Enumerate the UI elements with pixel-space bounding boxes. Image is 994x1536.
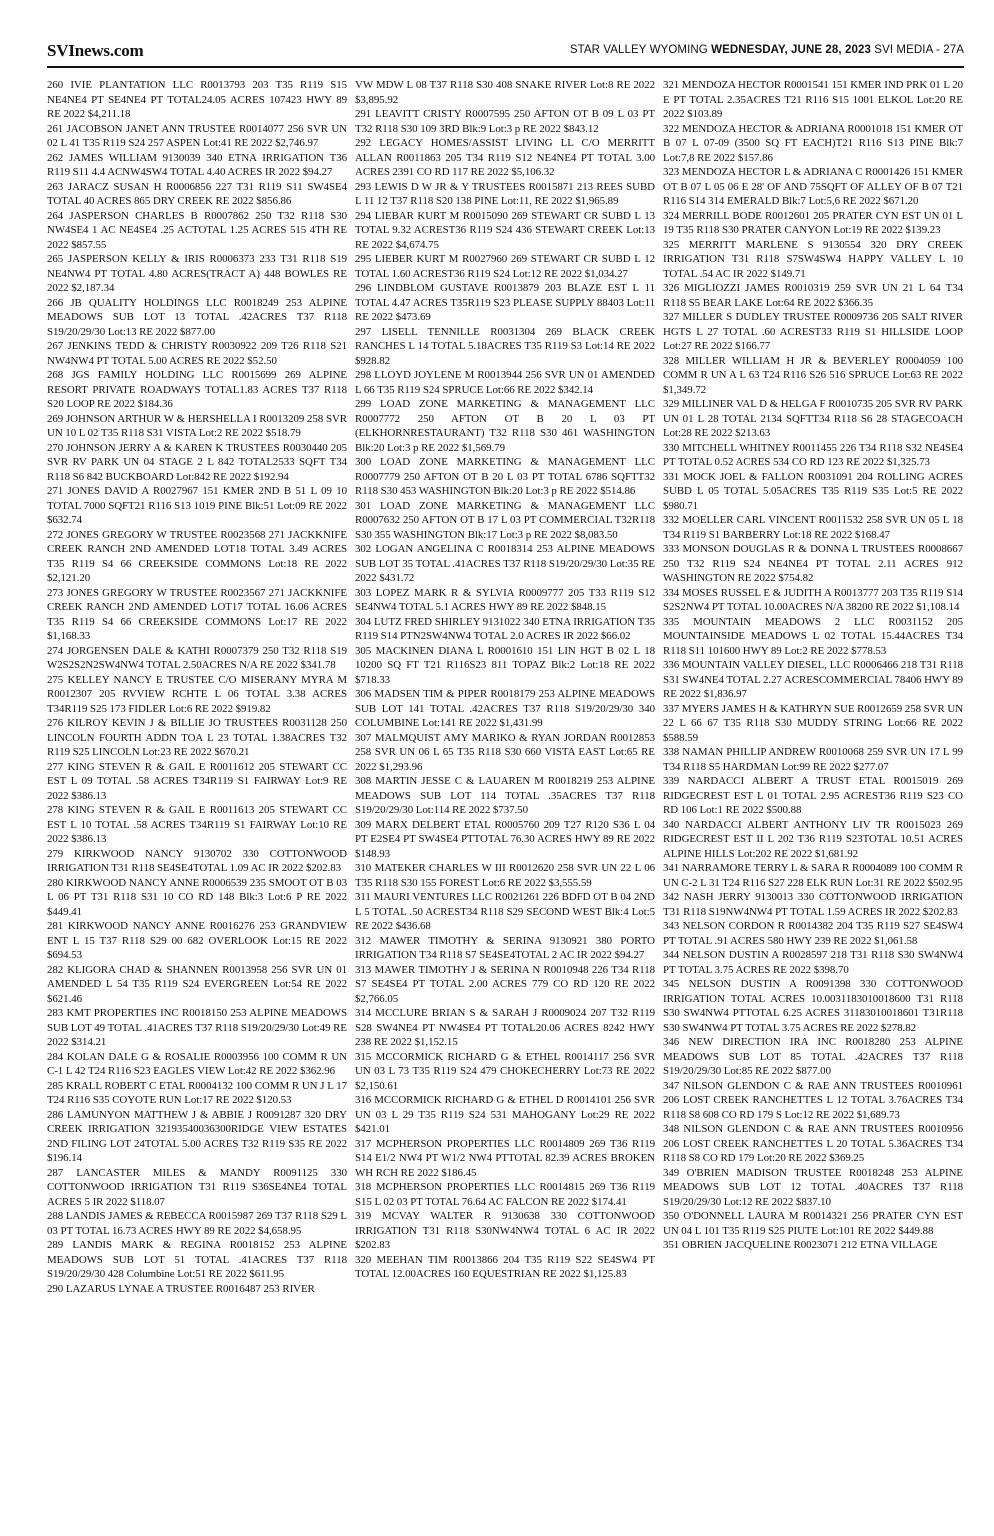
tax-entry: 287 LANCASTER MILES & MANDY R0091125 330 COTTONWOOD IRRIGATION T31 R119 S36SE4NE4 TOTAL ACRES 5 IR 2022 $118.07 (47, 1166, 347, 1208)
tax-entry: 286 LAMUNYON MATTHEW J & ABBIE J R0091287 320 DRY CREEK IRRIGATION 32193540036300RIDGE VIEW ESTATES 2ND FILING LOT 24TOTAL 5.00 ACRES T32 R119 S35 RE 2022 $196.14 (47, 1108, 347, 1164)
tax-entry: 262 JAMES WILLIAM 9130039 340 ETNA IRRIGATION T36 R119 S11 4.4 ACNW4SW4 TOTAL 4.40 ACRES IR 2022 $94.27 (47, 151, 347, 178)
header-region: STAR VALLEY WYOMING (569, 44, 708, 56)
tax-entry: 309 MARX DELBERT ETAL R0005760 209 T27 R120 S36 L 04 PT E2SE4 PT SW4SE4 PTTOTAL 76.30 ACRES HWY 89 RE 2022 $148.93 (355, 818, 655, 860)
tax-entry: 294 LIEBAR KURT M R0015090 269 STEWART CR SUBD L 13 TOTAL 9.32 ACREST36 R119 S24 436 STEWART CREEK Lot:13 RE 2022 $4,674.75 (355, 209, 655, 251)
tax-entry: 330 MITCHELL WHITNEY R0011455 226 T34 R118 S32 NE4SE4 PT TOTAL 0.52 ACRES 534 CO RD 123 RE 2022 $1,325.73 (663, 441, 963, 468)
tax-entry: 302 LOGAN ANGELINA C R0018314 253 ALPINE MEADOWS SUB LOT 35 TOTAL .41ACRES T37 R118 S19/20/29/30 Lot:35 RE 2022 $431.72 (355, 543, 655, 584)
tax-entry: 318 MCPHERSON PROPERTIES LLC R0014815 269 T36 R119 S15 L 02 03 PT TOTAL 76.64 AC FALCON RE 2022 $174.41 (355, 1181, 655, 1208)
tax-entry: 347 NILSON GLENDON C & RAE ANN TRUSTEES R0010961 206 LOST CREEK RANCHETTES L 12 TOTAL 3.76ACRES T34 R118 S8 608 CO RD 179 S Lot:12 RE 2022 $1,689.73 (663, 1079, 963, 1121)
tax-entry: 310 MATEKER CHARLES W III R0012620 258 SVR UN 22 L 06 T35 R118 S30 155 FOREST Lot:6 RE 2022 $3,555.59 (355, 862, 655, 889)
tax-entry: 322 MENDOZA HECTOR & ADRIANA R0001018 151 KMER OT B 07 L 07-09 (3500 SQ FT EACH)T21 R116 S13 PINE Blk:7 Lot:7,8 RE 2022 $157.86 (663, 122, 963, 164)
tax-entry: 266 JB QUALITY HOLDINGS LLC R0018249 253 ALPINE MEADOWS SUB LOT 13 TOTAL .42ACRES T37 R118 S19/20/29/30 Lot:13 RE 2022 $877.00 (47, 296, 347, 338)
site-name[interactable]: SVInews.com (47, 41, 144, 60)
tax-entry: 350 O'DONNELL LAURA M R0014321 256 PRATER CYN EST UN 04 L 101 T35 R119 S25 PIUTE Lot:101 RE 2022 $449.88 (663, 1210, 963, 1237)
tax-entry: 338 NAMAN PHILLIP ANDREW R0010068 259 SVR UN 17 L 99 T34 R118 S5 HARDMAN Lot:99 RE 2022 $277.07 (663, 746, 963, 773)
tax-entry: 334 MOSES RUSSEL E & JUDITH A R0013777 203 T35 R119 S14 S2S2NW4 PT TOTAL 10.00ACRES N/A 38200 RE 2022 $1,108.14 (663, 586, 963, 613)
tax-entry: 284 KOLAN DALE G & ROSALIE R0003956 100 COMM R UN C-1 L 42 T24 R116 S23 EAGLES VIEW Lot:42 RE 2022 $362.96 (47, 1050, 347, 1077)
header-page: SVI MEDIA - 27A (874, 44, 964, 56)
tax-entry: 339 NARDACCI ALBERT A TRUST ETAL R0015019 269 RIDGECREST EST L 01 TOTAL 2.95 ACREST36 R119 S23 CO RD 106 Lot:1 RE 2022 $500.88 (663, 775, 963, 816)
tax-entry: 303 LOPEZ MARK R & SYLVIA R0009777 205 T33 R119 S12 SE4NW4 TOTAL 5.1 ACRES HWY 89 RE 2022 $848.15 (355, 586, 655, 613)
tax-entry: 331 MOCK JOEL & FALLON R0031091 204 ROLLING ACRES SUBD L 05 TOTAL 5.05ACRES T35 R119 S35 Lot:5 RE 2022 $980.71 (663, 470, 963, 512)
tax-entry: 297 LISELL TENNILLE R0031304 269 BLACK CREEK RANCHES L 14 TOTAL 5.18ACRES T35 R119 S3 Lot:14 RE 2022 $928.82 (355, 325, 655, 367)
tax-entry: 328 MILLER WILLIAM H JR & BEVERLEY R0004059 100 COMM R UN A L 63 T24 R116 S26 516 SPRUCE Lot:63 RE 2022 $1,349.72 (663, 354, 963, 396)
tax-entry: 260 IVIE PLANTATION LLC R0013793 203 T35 R119 S15 NE4NE4 PT SE4NE4 PT TOTAL24.05 ACRES 107423 HWY 89 RE 2022 $4,211.18 (47, 79, 347, 120)
tax-entry: 349 O'BRIEN MADISON TRUSTEE R0018248 253 ALPINE MEADOWS SUB LOT 12 TOTAL .40ACRES T37 R118 S19/20/29/30 Lot:12 RE 2022 $837.10 (663, 1166, 963, 1208)
tax-entry: 269 JOHNSON ARTHUR W & HERSHELLA I R0013209 258 SVR UN 10 L 02 T35 R118 S31 VISTA Lot:2 RE 2022 $518.79 (47, 412, 347, 439)
tax-entry: 277 KING STEVEN R & GAIL E R0011612 205 STEWART CC EST L 09 TOTAL .58 ACRES T34R119 S1 FAIRWAY Lot:9 RE 2022 $386.13 (47, 760, 347, 802)
tax-entry: 324 MERRILL BODE R0012601 205 PRATER CYN EST UN 01 L 19 T35 R118 S30 PRATER CANYON Lot:19 RE 2022 $139.23 (663, 209, 963, 236)
legal-notice-columns (47, 78, 964, 1528)
tax-entry: 278 KING STEVEN R & GAIL E R0011613 205 STEWART CC EST L 10 TOTAL .58 ACRES T34R119 S1 FAIRWAY Lot:10 RE 2022 $386.13 (47, 804, 347, 845)
tax-entry: 271 JONES DAVID A R0027967 151 KMER 2ND B 51 L 09 10 TOTAL 7000 SQFT21 R116 S13 1019 PINE Blk:51 Lot:09 RE 2022 $632.74 (47, 485, 347, 526)
tax-entry: 323 MENDOZA HECTOR L & ADRIANA C R0001426 151 KMER OT B 07 L 05 06 E 28' OF AND 75SQFT OF ALLEY OF B 07 T21 R116 S14 314 EMERALD Blk:7 Lot:5,6 RE 2022 $671.20 (663, 166, 963, 207)
tax-entry: 332 MOELLER CARL VINCENT R0011532 258 SVR UN 05 L 18 T34 R119 S1 BARBERRY Lot:18 RE 2022 $168.47 (663, 514, 963, 541)
tax-entry: 346 NEW DIRECTION IRA INC R0018280 253 ALPINE MEADOWS SUB LOT 85 TOTAL .42ACRES T37 R118 S19/20/29/30 Lot:85 RE 2022 $877.00 (663, 1036, 963, 1077)
tax-entry: 325 MERRITT MARLENE S 9130554 320 DRY CREEK IRRIGATION T31 R118 S7SW4SW4 HAPPY VALLEY L 10 TOTAL .54 AC IR 2022 $149.71 (663, 238, 963, 280)
tax-entry: 268 JGS FAMILY HOLDING LLC R0015699 269 ALPINE RESORT PRIVATE ROADWAYS TOTAL1.83 ACRES T37 R118 S20 LOOP RE 2022 $184.36 (47, 369, 347, 410)
tax-entry: 306 MADSEN TIM & PIPER R0018179 253 ALPINE MEADOWS SUB LOT 141 TOTAL .42ACRES T37 R118 S19/20/29/30 340 COLUMBINE Lot:141 RE 2022 $1,431.99 (355, 688, 655, 729)
tax-entry: 333 MONSON DOUGLAS R & DONNA L TRUSTEES R0008667 250 T32 R119 S24 NE4NE4 PT TOTAL 2.11 ACRES 912 WASHINGTON RE 2022 $754.82 (663, 543, 963, 584)
tax-entry: 317 MCPHERSON PROPERTIES LLC R0014809 269 T36 R119 S14 E1/2 NW4 PT W1/2 NW4 PTTOTAL 82.39 ACRES BROKEN WH RCH RE 2022 $186.45 (355, 1137, 655, 1179)
tax-entry: 275 KELLEY NANCY E TRUSTEE C/O MISERANY MYRA M R0012307 205 RVVIEW RCHTE L 06 TOTAL 3.38 ACRES T34R119 S25 173 FIDLER Lot:6 RE 2022 $919.82 (47, 673, 347, 715)
tax-entry: 341 NARRAMORE TERRY L & SARA R R0004089 100 COMM R UN C-2 L 31 T24 R116 S27 228 ELK RUN Lot:31 RE 2022 $502.95 (663, 862, 963, 889)
tax-entry: VW MDW L 08 T37 R118 S30 408 SNAKE RIVER Lot:8 RE 2022 $3,895.92 (355, 79, 655, 106)
tax-entry: 265 JASPERSON KELLY & IRIS R0006373 233 T31 R118 S19 NE4NW4 PT TOTAL 4.80 ACRES(TRACT A) 448 BOWLES RE 2022 $2,187.34 (47, 253, 347, 294)
tax-entry: 311 MAURI VENTURES LLC R0021261 226 BDFD OT B 04 2ND L 5 TOTAL .50 ACREST34 R118 S29 SECOND WEST Blk:4 Lot:5 RE 2022 $436.68 (355, 891, 655, 932)
tax-entry: 298 LLOYD JOYLENE M R0013944 256 SVR UN 01 AMENDED L 66 T35 R119 S24 SPRUCE Lot:66 RE 2022 $342.14 (355, 369, 655, 396)
tax-entry: 327 MILLER S DUDLEY TRUSTEE R0009736 205 SALT RIVER HGTS L 27 TOTAL .60 ACREST33 R119 S1 HILLSIDE LOOP Lot:27 RE 2022 $166.77 (663, 311, 963, 352)
tax-entry: 296 LINDBLOM GUSTAVE R0013879 203 BLAZE EST L 11 TOTAL 4.47 ACRES T35R119 S23 PLEASE SUPPLY 88403 Lot:11 RE 2022 $473.69 (355, 282, 655, 323)
tax-entry: 276 KILROY KEVIN J & BILLIE JO TRUSTEES R0031128 250 LINCOLN FOURTH ADDN TOA L 23 TOTAL 1.38ACRES T32 R119 S25 LINCOLN Lot:23 RE 2022 $670.21 (47, 717, 347, 758)
page-header (47, 40, 964, 68)
tax-entry: 263 JARACZ SUSAN H R0006856 227 T31 R119 S11 SW4SE4 TOTAL 40 ACRES 865 DRY CREEK RE 2022 $856.86 (47, 180, 347, 207)
tax-entry: 315 MCCORMICK RICHARD G & ETHEL R0014117 256 SVR UN 03 L 73 T35 R119 S24 479 CHOKECHERRY Lot:73 RE 2022 $2,150.61 (355, 1050, 655, 1092)
tax-entry: 314 MCCLURE BRIAN S & SARAH J R0009024 207 T32 R119 S28 SW4NE4 PT NW4SE4 PT TOTAL20.06 ACRES 8242 HWY 238 RE 2022 $1,152.15 (355, 1007, 655, 1048)
tax-entry: 316 MCCORMICK RICHARD G & ETHEL D R0014101 256 SVR UN 03 L 29 T35 R119 S24 531 MAHOGANY Lot:29 RE 2022 $421.01 (355, 1094, 655, 1135)
tax-entry: 280 KIRKWOOD NANCY ANNE R0006539 235 SMOOT OT B 03 L 06 PT T31 R118 S31 10 CO RD 148 Blk:3 Lot:6 P RE 2022 $449.41 (47, 876, 347, 918)
tax-entry: 326 MIGLIOZZI JAMES R0010319 259 SVR UN 21 L 64 T34 R118 S5 BEAR LAKE Lot:64 RE 2022 $366.35 (663, 282, 963, 309)
tax-entry: 273 JONES GREGORY W TRUSTEE R0023567 271 JACKKNIFE CREEK RANCH 2ND AMENDED LOT17 TOTAL 16.06 ACRES T35 R119 S4 66 CREEKSIDE COMMONS Lot:17 RE 2022 $1,168.33 (47, 586, 347, 642)
tax-entry: 290 LAZARUS LYNAE A TRUSTEE R0016487 253 RIVER (47, 1282, 315, 1295)
header-date: WEDNESDAY, JUNE 28, 2023 (711, 44, 871, 56)
tax-entry: 270 JOHNSON JERRY A & KAREN K TRUSTEES R0030440 205 SVR RV PARK UN 04 STAGE 2 L 842 TOTAL2533 SQFT T34 R118 S6 842 BUCKBOARD Lot:842 RE 2022 $192.94 (47, 441, 347, 483)
tax-entry: 291 LEAVITT CRISTY R0007595 250 AFTON OT B 09 L 03 PT T32 R118 S30 109 3RD Blk:9 Lot:3 p RE 2022 $843.12 (355, 108, 655, 135)
tax-entry: 321 MENDOZA HECTOR R0001541 151 KMER IND PRK 01 L 20 E PT TOTAL 2.35ACRES T21 R116 S15 1001 ELKOL Lot:20 RE 2022 $103.89 (663, 79, 963, 120)
tax-entry: 305 MACKINEN DIANA L R0001610 151 LIN HGT B 02 L 18 10200 SQ FT T21 R116S23 811 TOPAZ Blk:2 Lot:18 RE 2022 $718.33 (355, 644, 655, 686)
tax-entry: 340 NARDACCI ALBERT ANTHONY LIV TR R0015023 269 RIDGECREST EST II L 202 T36 R119 S23TOTAL 10.51 ACRES ALPINE HILLS Lot:202 RE 2022 $1,681.92 (663, 818, 963, 860)
tax-entry: 345 NELSON DUSTIN A R0091398 330 COTTONWOOD IRRIGATION TOTAL ACRES 10.0031183010018600 T31 R118 S30 SW4NW4 PTTOTAL 6.25 ACRES 31183010018601 T31R118 S30 SW4NW4 PT TOTAL 3.75 ACRES RE 2022 $278.82 (663, 978, 963, 1034)
tax-entry: 320 MEEHAN TIM R0013866 204 T35 R119 S22 SE4SW4 PT TOTAL 12.00ACRES 160 EQUESTRIAN RE 2022 $1,125.83 (355, 1253, 655, 1280)
tax-entry: 295 LIEBER KURT M R0027960 269 STEWART CR SUBD L 12 TOTAL 1.60 ACREST36 R119 S24 Lot:12 RE 2022 $1,034.27 (355, 253, 655, 280)
tax-entry: 292 LEGACY HOMES/ASSIST LIVING LL C/O MERRITT ALLAN R0011863 205 T34 R119 S12 NE4NE4 PT TOTAL 3.00 ACRES 2391 CO RD 117 RE 2022 $5,106.32 (355, 137, 655, 178)
tax-entry: 337 MYERS JAMES H & KATHRYN SUE R0012659 258 SVR UN 22 L 66 67 T35 R118 S30 MUDDY STRING Lot:66 RE 2022 $588.59 (663, 702, 963, 744)
tax-entry: 343 NELSON CORDON R R0014382 204 T35 R119 S27 SE4SW4 PT TOTAL .91 ACRES 580 HWY 239 RE 2022 $1,061.58 (663, 920, 963, 947)
tax-entry: 299 LOAD ZONE MARKETING & MANAGEMENT LLC R0007772 250 AFTON OT B 20 L 03 PT (ELKHORNRESTAURANT) T32 R118 S30 461 WASHINGTON Blk:20 Lot:3 p RE 2022 $1,569.79 (355, 398, 655, 454)
tax-entry: 279 KIRKWOOD NANCY 9130702 330 COTTONWOOD IRRIGATION T31 R118 SE4SE4TOTAL 1.09 AC IR 2022 $202.83 (47, 847, 347, 874)
tax-entry: 274 JORGENSEN DALE & KATHI R0007379 250 T32 R118 S19 W2S2S2N2SW4NW4 TOTAL 2.50ACRES N/A RE 2022 $341.78 (47, 644, 347, 671)
tax-entry: 348 NILSON GLENDON C & RAE ANN TRUSTEES R0010956 206 LOST CREEK RANCHETTES L 20 TOTAL 5.36ACRES T34 R118 S8 CO RD 179 Lot:20 RE 2022 $369.25 (663, 1123, 963, 1164)
tax-entry: 335 MOUNTAIN MEADOWS 2 LLC R0031152 205 MOUNTAINSIDE MEADOWS L 02 TOTAL 15.44ACRES T34 R118 S11 101600 HWY 89 Lot:2 RE 2022 $778.53 (663, 615, 963, 657)
tax-entry: 272 JONES GREGORY W TRUSTEE R0023568 271 JACKKNIFE CREEK RANCH 2ND AMENDED LOT18 TOTAL 3.49 ACRES T35 R119 S4 66 CREEKSIDE COMMONS Lot:18 RE 2022 $2,121.20 (47, 528, 347, 584)
tax-entry: 289 LANDIS MARK & REGINA R0018152 253 ALPINE MEADOWS SUB LOT 51 TOTAL .41ACRES T37 R118 S19/20/29/30 428 Columbine Lot:51 RE 2022 $611.95 (47, 1239, 347, 1280)
tax-entry: 288 LANDIS JAMES & REBECCA R0015987 269 T37 R118 S29 L 03 PT TOTAL 16.73 ACRES HWY 89 RE 2022 $4,658.95 (47, 1210, 347, 1237)
tax-entry: 344 NELSON DUSTIN A R0028597 218 T31 R118 S30 SW4NW4 PT TOTAL 3.75 ACRES RE 2022 $398.70 (663, 949, 963, 976)
tax-entry: 342 NASH JERRY 9130013 330 COTTONWOOD IRRIGATION T31 R118 S19NW4NW4 PT TOTAL 1.59 ACRES IR 2022 $202.83 (663, 891, 963, 918)
tax-entry: 313 MAWER TIMOTHY J & SERINA N R0010948 226 T34 R118 S7 SE4SE4 PT TOTAL 2.00 ACRES 779 CO RD 120 RE 2022 $2,766.05 (355, 963, 655, 1005)
tax-entry: 293 LEWIS D W JR & Y TRUSTEES R0015871 213 REES SUBD L 11 12 T37 R118 S20 138 PINE Lot:11, RE 2022 $1,965.89 (355, 180, 655, 207)
tax-entry: 351 OBRIEN JACQUELINE R0023071 212 ETNA VILLAGE (663, 1239, 938, 1251)
tax-entry: 285 KRALL ROBERT C ETAL R0004132 100 COMM R UN J L 17 T24 R116 S35 COYOTE RUN Lot:17 RE 2022 $120.53 (47, 1079, 347, 1106)
tax-entry: 301 LOAD ZONE MARKETING & MANAGEMENT LLC R0007632 250 AFTON OT B 17 L 03 PT COMMERCIAL T32R118 S30 355 WASHINGTON Blk:17 Lot:3 p RE 2022 $8,083.50 (355, 499, 655, 541)
tax-entry: 336 MOUNTAIN VALLEY DIESEL, LLC R0006466 218 T31 R118 S31 SW4NE4 TOTAL 2.27 ACRESCOMMERCIAL 78406 HWY 89 RE 2022 $1,836.97 (663, 659, 963, 700)
column-3 (663, 78, 963, 1528)
tax-entry: 312 MAWER TIMOTHY & SERINA 9130921 380 PORTO IRRIGATION T34 R118 S7 SE4SE4TOTAL 2 AC IR 2022 $94.27 (355, 934, 655, 961)
tax-entry: 308 MARTIN JESSE C & LAUAREN M R0018219 253 ALPINE MEADOWS SUB LOT 114 TOTAL .35ACRES T37 R118 S19/20/29/30 Lot:114 RE 2022 $737.50 (355, 775, 655, 816)
header-info (570, 44, 964, 56)
tax-entry: 261 JACOBSON JANET ANN TRUSTEE R0014077 256 SVR UN 02 L 41 T35 R119 S24 257 ASPEN Lot:41 RE 2022 $2,746.97 (47, 122, 347, 149)
tax-entry: 282 KLIGORA CHAD & SHANNEN R0013958 256 SVR UN 01 AMENDED L 54 T35 R119 S24 EVERGREEN Lot:54 RE 2022 $621.46 (47, 963, 347, 1005)
tax-entry: 281 KIRKWOOD NANCY ANNE R0016276 253 GRANDVIEW ENT L 15 T37 R118 S29 00 682 OVERLOOK Lot:15 RE 2022 $694.53 (47, 920, 347, 961)
tax-entry: 267 JENKINS TEDD & CHRISTY R0030922 209 T26 R118 S21 NW4NW4 PT TOTAL 5.00 ACRES RE 2022 $52.50 (47, 340, 347, 367)
tax-entry: 319 MCVAY WALTER R 9130638 330 COTTONWOOD IRRIGATION T31 R118 S30NW4NW4 TOTAL 6 AC IR 2022 $202.83 (355, 1210, 655, 1251)
tax-entry: 300 LOAD ZONE MARKETING & MANAGEMENT LLC R0007779 250 AFTON OT B 20 L 03 PT TOTAL 6786 SQFTT32 R118 S30 453 WASHINGTON Blk:20 Lot:3 p RE 2022 $514.86 (355, 456, 655, 497)
column-1 (47, 78, 347, 1528)
tax-entry: 329 MILLINER VAL D & HELGA F R0010735 205 SVR RV PARK UN 01 L 28 TOTAL 2134 SQFTT34 R118 S6 28 STAGECOACH Lot:28 RE 2022 $213.63 (663, 398, 963, 439)
column-2 (355, 78, 655, 1528)
tax-entry: 264 JASPERSON CHARLES B R0007862 250 T32 R118 S30 NW4SE4 1 AC NE4SE4 .25 ACTOTAL 1.25 ACRES 515 4TH RE 2022 $857.55 (47, 209, 347, 251)
tax-entry: 304 LUTZ FRED SHIRLEY 9131022 340 ETNA IRRIGATION T35 R119 S14 PTN2SW4NW4 TOTAL 2.0 ACRES IR 2022 $66.02 (355, 615, 655, 642)
tax-entry: 307 MALMQUIST AMY MARIKO & RYAN JORDAN R0012853 258 SVR UN 06 L 65 T35 R118 S30 660 VISTA EAST Lot:65 RE 2022 $1,293.96 (355, 731, 655, 773)
tax-entry: 283 KMT PROPERTIES INC R0018150 253 ALPINE MEADOWS SUB LOT 49 TOTAL .41ACRES T37 R118 S19/20/29/30 Lot:49 RE 2022 $314.21 (47, 1007, 347, 1048)
